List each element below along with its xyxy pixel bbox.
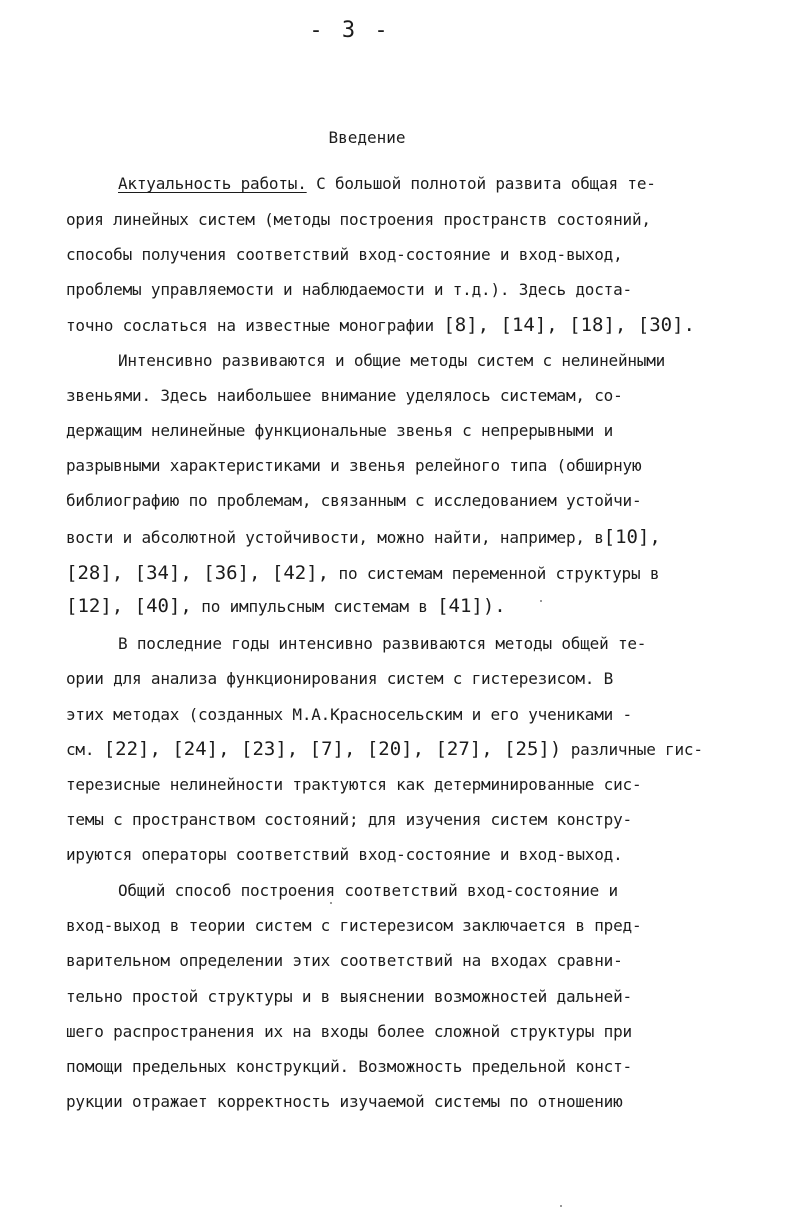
scan-speck xyxy=(330,902,332,904)
text-line: темы с пространством состояний; для изучения систем констру- xyxy=(66,810,632,829)
text-line: рукции отражает корректность изучаемой системы по отношению xyxy=(66,1092,623,1111)
text-line: терезисные нелинейности трактуются как детерминированные сис- xyxy=(66,775,642,794)
text-line: варительном определении этих соответствий на входах сравни- xyxy=(66,951,623,970)
text-line: этих методах (созданных М.А.Красносельским и его учениками - xyxy=(66,705,632,724)
text-line: проблемы управляемости и наблюдаемости и т.д.). Здесь доста- xyxy=(66,280,632,299)
text-line: см. [22], [24], [23], [7], [20], [27], [25]) различные гис- xyxy=(66,738,703,760)
text-line: способы получения соответствий вход-состояние и вход-выход, xyxy=(66,245,623,264)
text-line: шего распространения их на входы более сложной структуры при xyxy=(66,1022,632,1041)
citation-refs: [28], [34], [36], [42], xyxy=(66,562,330,584)
citation-refs: [41]). xyxy=(437,595,506,617)
text-line: ируются операторы соответствий вход-состояние и вход-выход. xyxy=(66,845,623,864)
text-line: звеньями. Здесь наибольшее внимание уделялось системам, со- xyxy=(66,386,623,405)
text-line: вости и абсолютной устойчивости, можно найти, например, в[10], xyxy=(66,526,661,548)
page-number: - 3 - xyxy=(309,18,391,43)
text-line: [28], [34], [36], [42], по системам переменной структуры в xyxy=(66,562,660,584)
text-line: [12], [40], по импульсным системам в [41]). xyxy=(66,595,506,617)
text-line: тельно простой структуры и в выяснении возможностей дальней- xyxy=(66,987,632,1006)
citation-refs: [10], xyxy=(603,526,661,548)
text-line: Актуальность работы. С большой полнотой развита общая те- xyxy=(118,174,656,193)
text-line: ории для анализа функционирования систем с гистерезисом. В xyxy=(66,669,614,688)
text-line: разрывными характеристиками и звенья релейного типа (обширную xyxy=(66,456,642,475)
text-line: точно сослаться на известные монографии [8], [14], [18], [30]. xyxy=(66,314,695,336)
scan-speck xyxy=(560,1205,562,1207)
citation-refs: [22], [24], [23], [7], [20], [27], [25]) xyxy=(103,738,562,760)
text-line: Интенсивно развиваются и общие методы систем с нелинейными xyxy=(118,351,666,370)
underlined-lead: Актуальность работы. xyxy=(118,174,307,193)
text-line: помощи предельных конструкций. Возможность предельной конст- xyxy=(66,1057,632,1076)
citation-refs: [8], [14], [18], [30]. xyxy=(443,314,695,336)
text-line: вход-выход в теории систем с гистерезисом заключается в пред- xyxy=(66,916,642,935)
text-line: держащим нелинейные функциональные звенья с непрерывными и xyxy=(66,421,614,440)
text-line: ория линейных систем (методы построения пространств состояний, xyxy=(66,210,651,229)
citation-refs: [12], [40], xyxy=(66,595,192,617)
scan-speck xyxy=(540,600,542,602)
text-line: библиографию по проблемам, связанным с исследованием устойчи- xyxy=(66,491,642,510)
section-heading: Введение xyxy=(328,128,406,147)
text-line: Общий способ построения соответствий вход-состояние и xyxy=(118,881,618,900)
text-line: В последние годы интенсивно развиваются методы общей те- xyxy=(118,634,647,653)
